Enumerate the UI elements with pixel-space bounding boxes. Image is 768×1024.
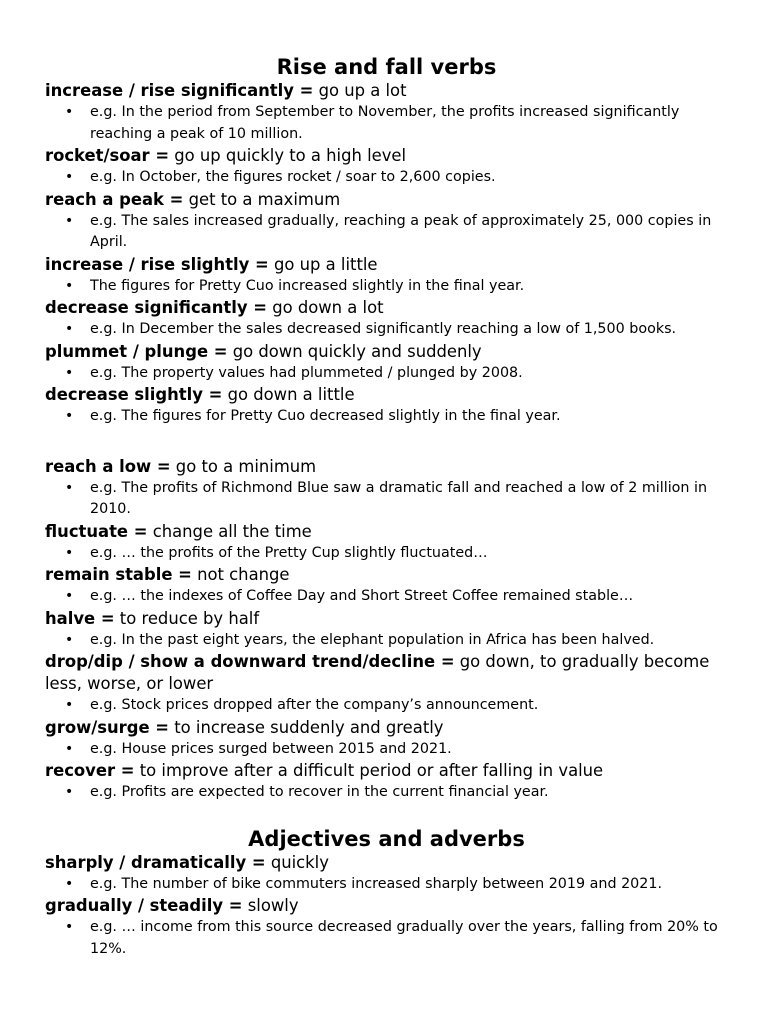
bullet-icon: • [65, 919, 74, 935]
example-text: e.g. In the period from September to November, the profits increased significantly reaching a peak of 10 million. [90, 104, 680, 142]
term-meaning: not change [191, 565, 290, 584]
term-word: decrease significantly = [45, 298, 267, 317]
example-text: e.g. In the past eight years, the elephant population in Africa has been halved. [90, 631, 655, 648]
bullet-icon: • [65, 784, 74, 800]
term-meaning: go up quickly to a high level [169, 146, 407, 165]
example-item [45, 167, 728, 189]
example-text: e.g. The profits of Richmond Blue saw a dramatic fall and reached a low of 2 million in 2010. [90, 479, 708, 517]
example-text: e.g. The figures for Pretty Cuo decreased slightly in the final year. [90, 408, 561, 424]
example-item [45, 102, 728, 145]
term-meaning: slowly [242, 896, 299, 915]
term-word: reach a peak = [45, 189, 184, 209]
example-item [45, 917, 728, 960]
example-item [45, 586, 728, 608]
example-item [45, 695, 728, 717]
example-item [45, 406, 728, 428]
term-entry [45, 145, 728, 167]
term-word: reach a low = [45, 456, 171, 476]
example-text: e.g. In October, the figures rocket / soar to 2,600 copies. [90, 169, 496, 185]
bullet-icon: • [65, 364, 74, 381]
bullet-icon: • [65, 169, 74, 185]
term-word: decrease slightly = [45, 385, 223, 404]
term-meaning: go down, to gradually become less, worse, or lower [45, 652, 710, 693]
term-entry [45, 651, 728, 695]
term-word: plummet / plunge = [45, 341, 228, 361]
bullet-icon: • [65, 277, 74, 294]
example-text: e.g. … income from this source decreased gradually over the years, falling from 20% to 12%. [90, 919, 718, 957]
example-item [45, 276, 728, 298]
term-word: drop/dip / show a downward trend/decline = [45, 652, 455, 671]
example-text: e.g. House prices surged between 2015 and 2021. [90, 740, 452, 757]
term-word: remain stable = [45, 565, 192, 584]
bullet-icon: • [65, 740, 74, 757]
term-word: recover = [45, 761, 135, 780]
term-entry [45, 189, 728, 211]
bullet-icon: • [65, 212, 74, 229]
bullet-icon: • [65, 544, 74, 561]
example-item [45, 211, 728, 254]
example-text: The figures for Pretty Cuo increased slightly in the final year. [90, 277, 525, 294]
term-entry [45, 564, 728, 586]
bullet-icon: • [65, 104, 74, 120]
term-word: rocket/soar = [45, 146, 170, 165]
term-entry [45, 254, 728, 276]
example-item [45, 319, 728, 341]
example-text: e.g. The number of bike commuters increased sharply between 2019 and 2021. [90, 875, 663, 892]
bullet-icon: • [65, 321, 74, 337]
example-item [45, 739, 728, 761]
term-meaning: go to a minimum [170, 456, 317, 476]
example-text: e.g. Profits are expected to recover in the current financial year. [90, 784, 549, 800]
spacer [45, 428, 728, 456]
example-text: e.g. The sales increased gradually, reaching a peak of approximately 25, 000 copies in April. [90, 212, 712, 250]
term-meaning: to increase suddenly and greatly [169, 717, 444, 737]
term-meaning: get to a maximum [183, 189, 341, 209]
example-item [45, 363, 728, 385]
term-entry [45, 717, 728, 739]
term-entry [45, 341, 728, 363]
term-meaning: to reduce by half [114, 608, 260, 628]
term-entry [45, 80, 728, 102]
example-text: e.g. … the profits of the Pretty Cup slightly fluctuated… [90, 544, 488, 561]
term-entry [45, 608, 728, 630]
term-meaning: change all the time [147, 521, 312, 541]
example-text: e.g. In December the sales decreased significantly reaching a low of 1,500 books. [90, 321, 677, 337]
term-meaning: go down a little [222, 385, 355, 404]
term-meaning: go down a lot [266, 298, 384, 317]
example-item [45, 630, 728, 652]
example-item [45, 478, 728, 521]
example-text: e.g. Stock prices dropped after the company’s announcement. [90, 697, 539, 713]
term-entry [45, 456, 728, 478]
example-text: e.g. The property values had plummeted / plunged by 2008. [90, 364, 523, 381]
term-meaning: go down quickly and suddenly [227, 341, 482, 361]
bullet-icon: • [65, 588, 74, 604]
bullet-icon: • [65, 875, 74, 892]
section-title-adjectives-adverbs: Adjectives and adverbs [248, 826, 525, 851]
bullet-icon: • [65, 479, 74, 496]
bullet-icon: • [65, 697, 74, 713]
term-word: increase / rise slightly = [45, 254, 269, 274]
term-word: sharply / dramatically = [45, 852, 266, 872]
term-word: halve = [45, 608, 115, 628]
term-meaning: to improve after a difficult period or after falling in value [134, 761, 604, 780]
example-text: e.g. … the indexes of Coffee Day and Short Street Coffee remained stable… [90, 588, 634, 604]
bullet-icon: • [65, 631, 74, 648]
example-item [45, 543, 728, 565]
term-entry [45, 895, 728, 917]
term-entry [45, 852, 728, 874]
term-meaning: go up a little [268, 254, 378, 274]
term-entry [45, 521, 728, 543]
bullet-icon: • [65, 408, 74, 424]
term-word: increase / rise significantly = [45, 81, 314, 100]
term-word: fluctuate = [45, 521, 148, 541]
term-word: gradually / steadily = [45, 896, 243, 915]
section-title-rise-fall: Rise and fall verbs [276, 55, 497, 79]
term-meaning: go up a lot [313, 81, 407, 100]
term-entry [45, 384, 728, 406]
term-entry [45, 297, 728, 319]
term-meaning: quickly [265, 852, 329, 872]
term-entry [45, 760, 728, 782]
example-item [45, 874, 728, 896]
term-word: grow/surge = [45, 717, 170, 737]
example-item [45, 782, 728, 804]
